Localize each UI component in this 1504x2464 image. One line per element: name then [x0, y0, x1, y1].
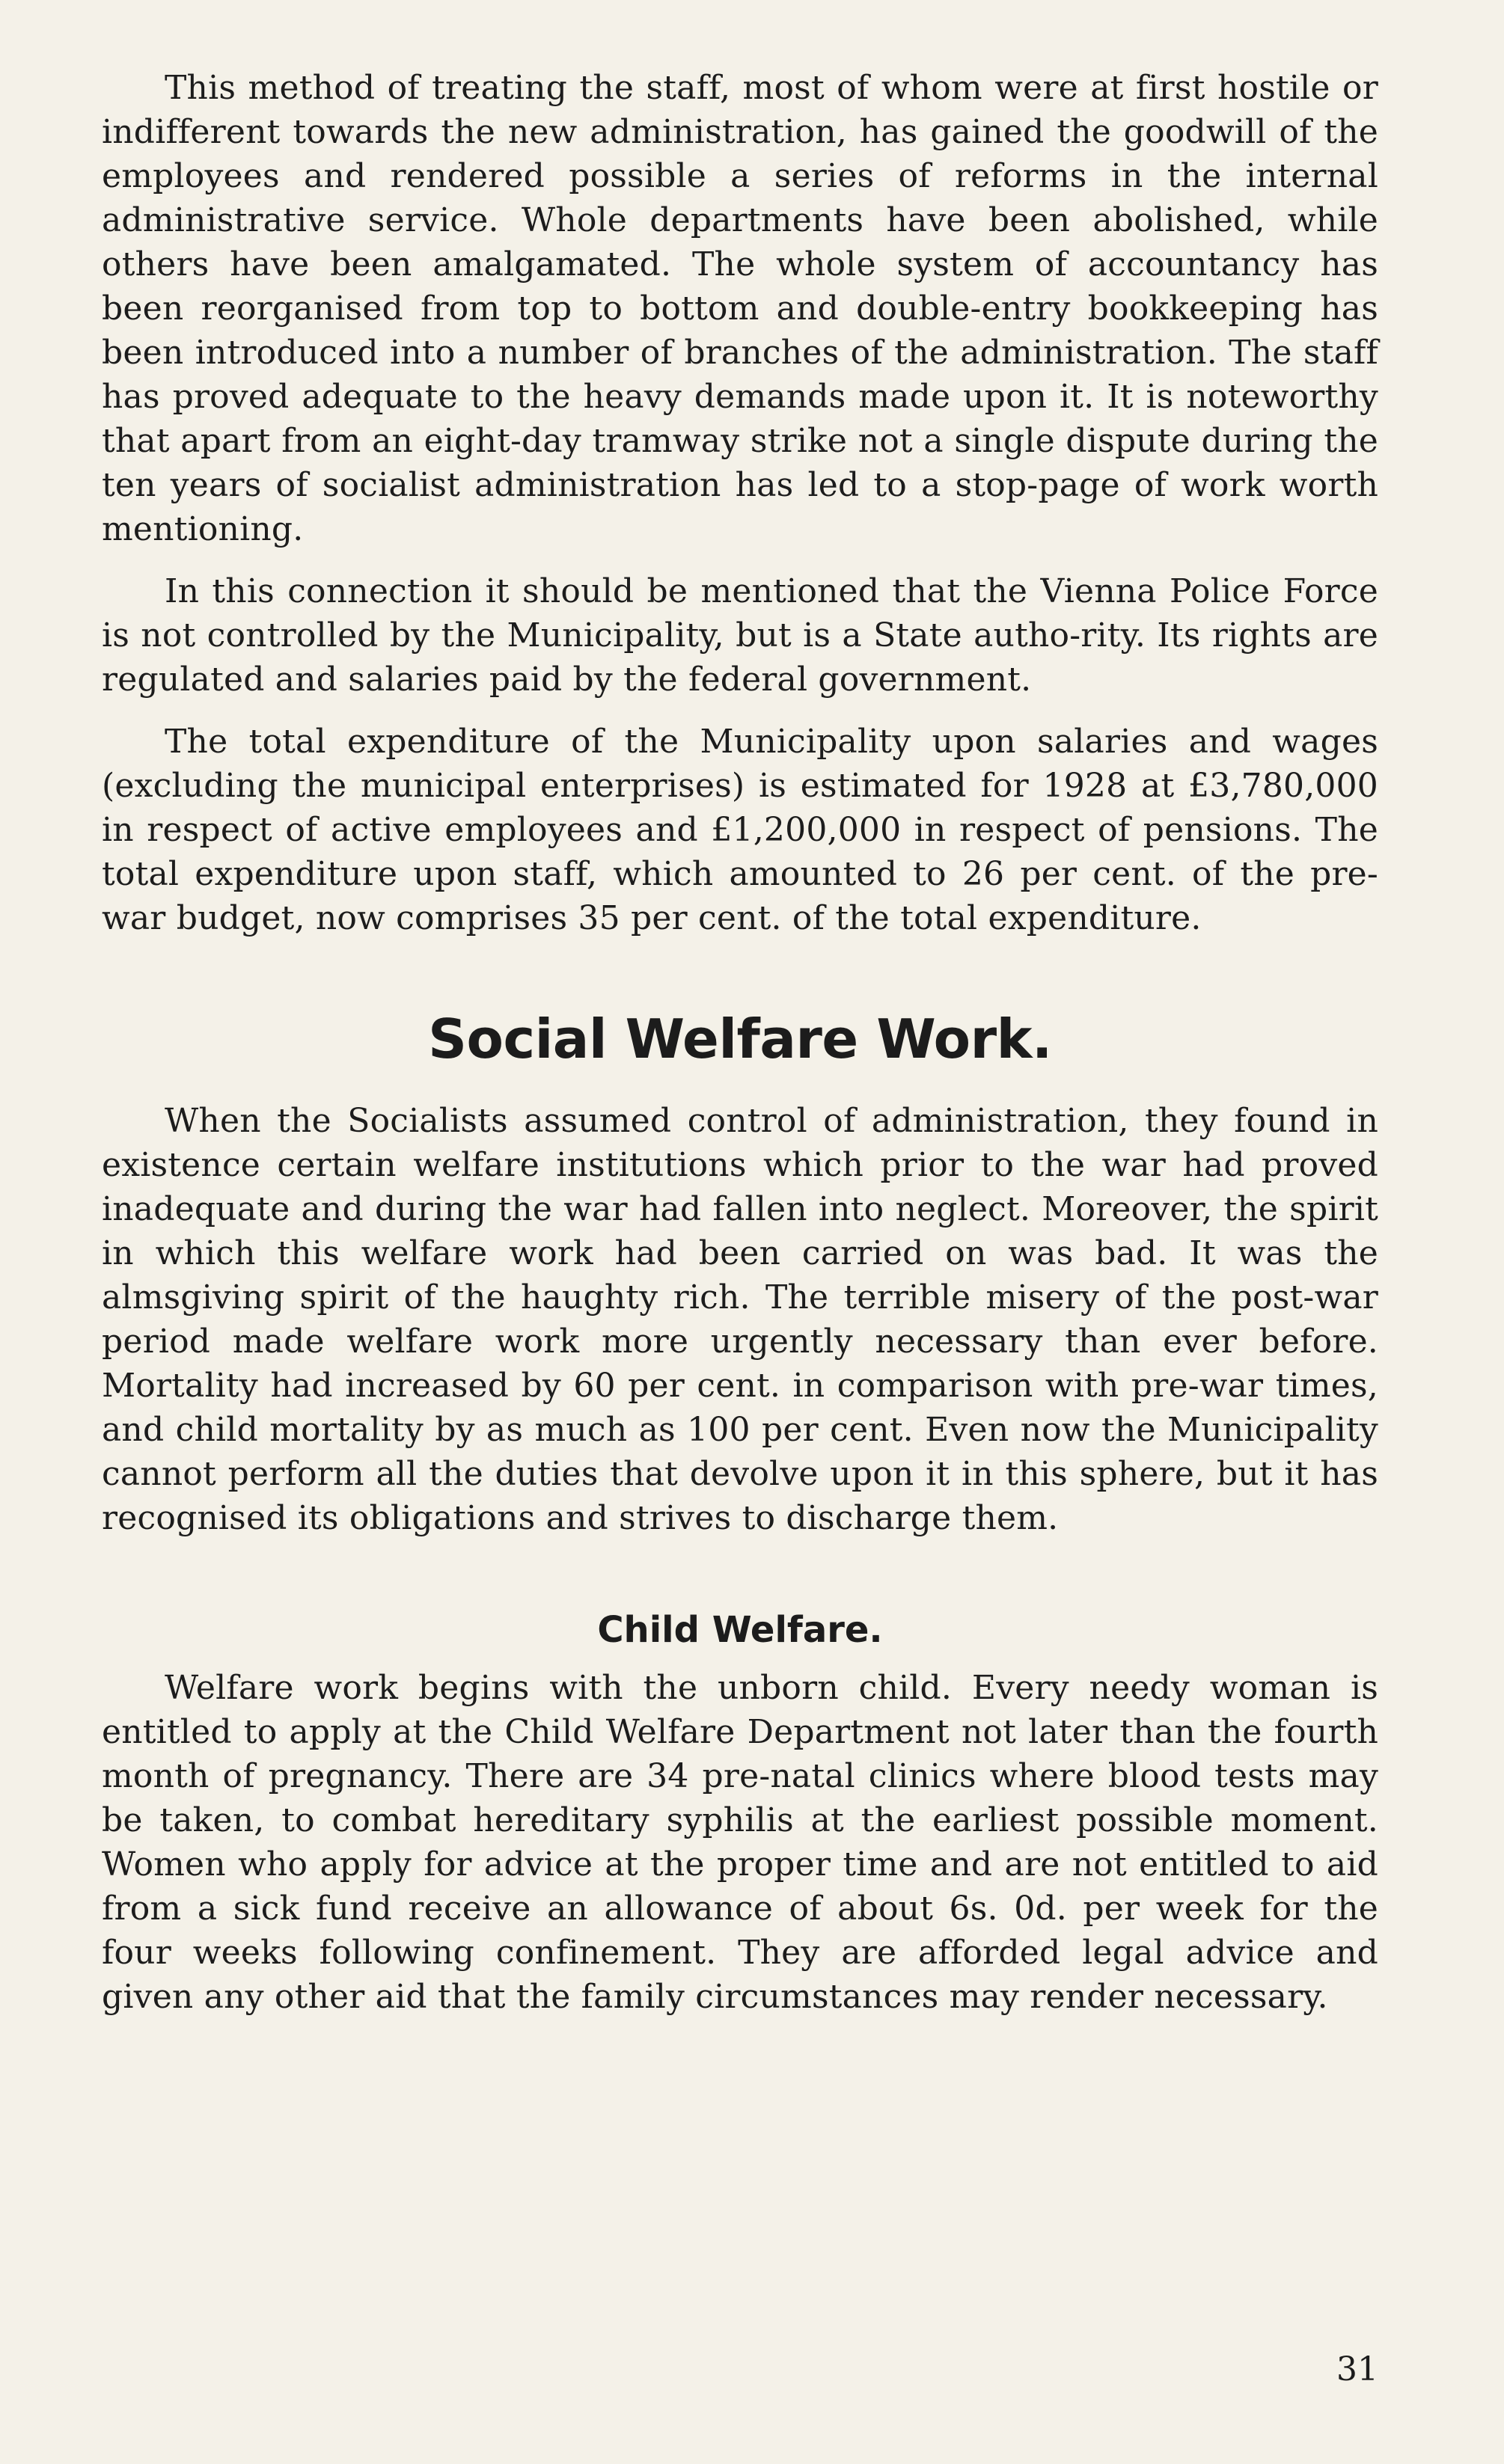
social-welfare-paragraph: When the Socialists assumed control of administration, they found in existence certain welfare institutions which prior to the war had proved inadequate and during the war had fallen into neglect. Moreover, the spirit in which this welfare work had been carried on was bad. It was the almsgiving spirit of the haughty rich. The terrible misery of the post-war period made welfare work more urgently necessary than ever before. Mortality had increased by 60 per cent. in comparison with pre-war times, and child mortality by as much as 100 per cent. Even now the Municipality cannot perform all the duties that devolve upon it in this sphere, but it has recognised its obligations and strives to discharge them.: [102, 1102, 1378, 1537]
subsection-heading-child-welfare: Child Welfare.: [597, 1609, 883, 1651]
section-gap: [102, 940, 1378, 1006]
paragraph-gap: [102, 551, 1378, 569]
intro-paragraph-expenditure: The total expenditure of the Municipality upon salaries and wages (excluding the municipal enterprises) is estimated for 1928 at £3,780,000 in respect of active employees and £1,200,000 in respect of pensions. The total expenditure upon staff, which amounted to 26 per cent. of the pre-war budget, now comprises 35 per cent. of the total expenditure.: [102, 723, 1378, 937]
intro-paragraph-staff: This method of treating the staff, most of whom were at first hostile or indifferent towards the new administration, has gained the goodwill of the employees and rendered possible a series of reforms in the internal administrative service. Whole departments have been abolished, while others have been amalgamated. The whole system of accountancy has been reorganised from top to bottom and double-entry bookkeeping has been introduced into a number of branches of the administration. The staff has proved adequate to the heavy demands made upon it. It is noteworthy that apart from an eight-day tramway strike not a single dispute during the ten years of socialist administration has led to a stop-page of work worth mentioning.: [102, 69, 1378, 548]
section-heading-social-welfare: Social Welfare Work.: [428, 1008, 1052, 1070]
child-welfare-paragraph: Welfare work begins with the unborn child. Every needy woman is entitled to apply at the Child Welfare Department not later than the fourth month of pregnancy. There are 34 pre-natal clinics where blood tests may be taken, to combat hereditary syphilis at the earliest possible moment. Women who apply for advice at the proper time and are not entitled to aid from a sick fund receive an allowance of about 6s. 0d. per week for the four weeks following confinement. They are afforded legal advice and given any other aid that the family circumstances may render necessary.: [102, 1669, 1378, 2016]
section-gap: [102, 1540, 1378, 1606]
page-number: 31: [1336, 2350, 1378, 2388]
paragraph-gap: [102, 702, 1378, 720]
document-page: [102, 66, 1378, 2019]
intro-paragraph-police: In this connection it should be mentioned that the Vienna Police Force is not controlled by the Municipality, but is a State autho-rity. Its rights are regulated and salaries paid by the federal government.: [102, 572, 1378, 699]
